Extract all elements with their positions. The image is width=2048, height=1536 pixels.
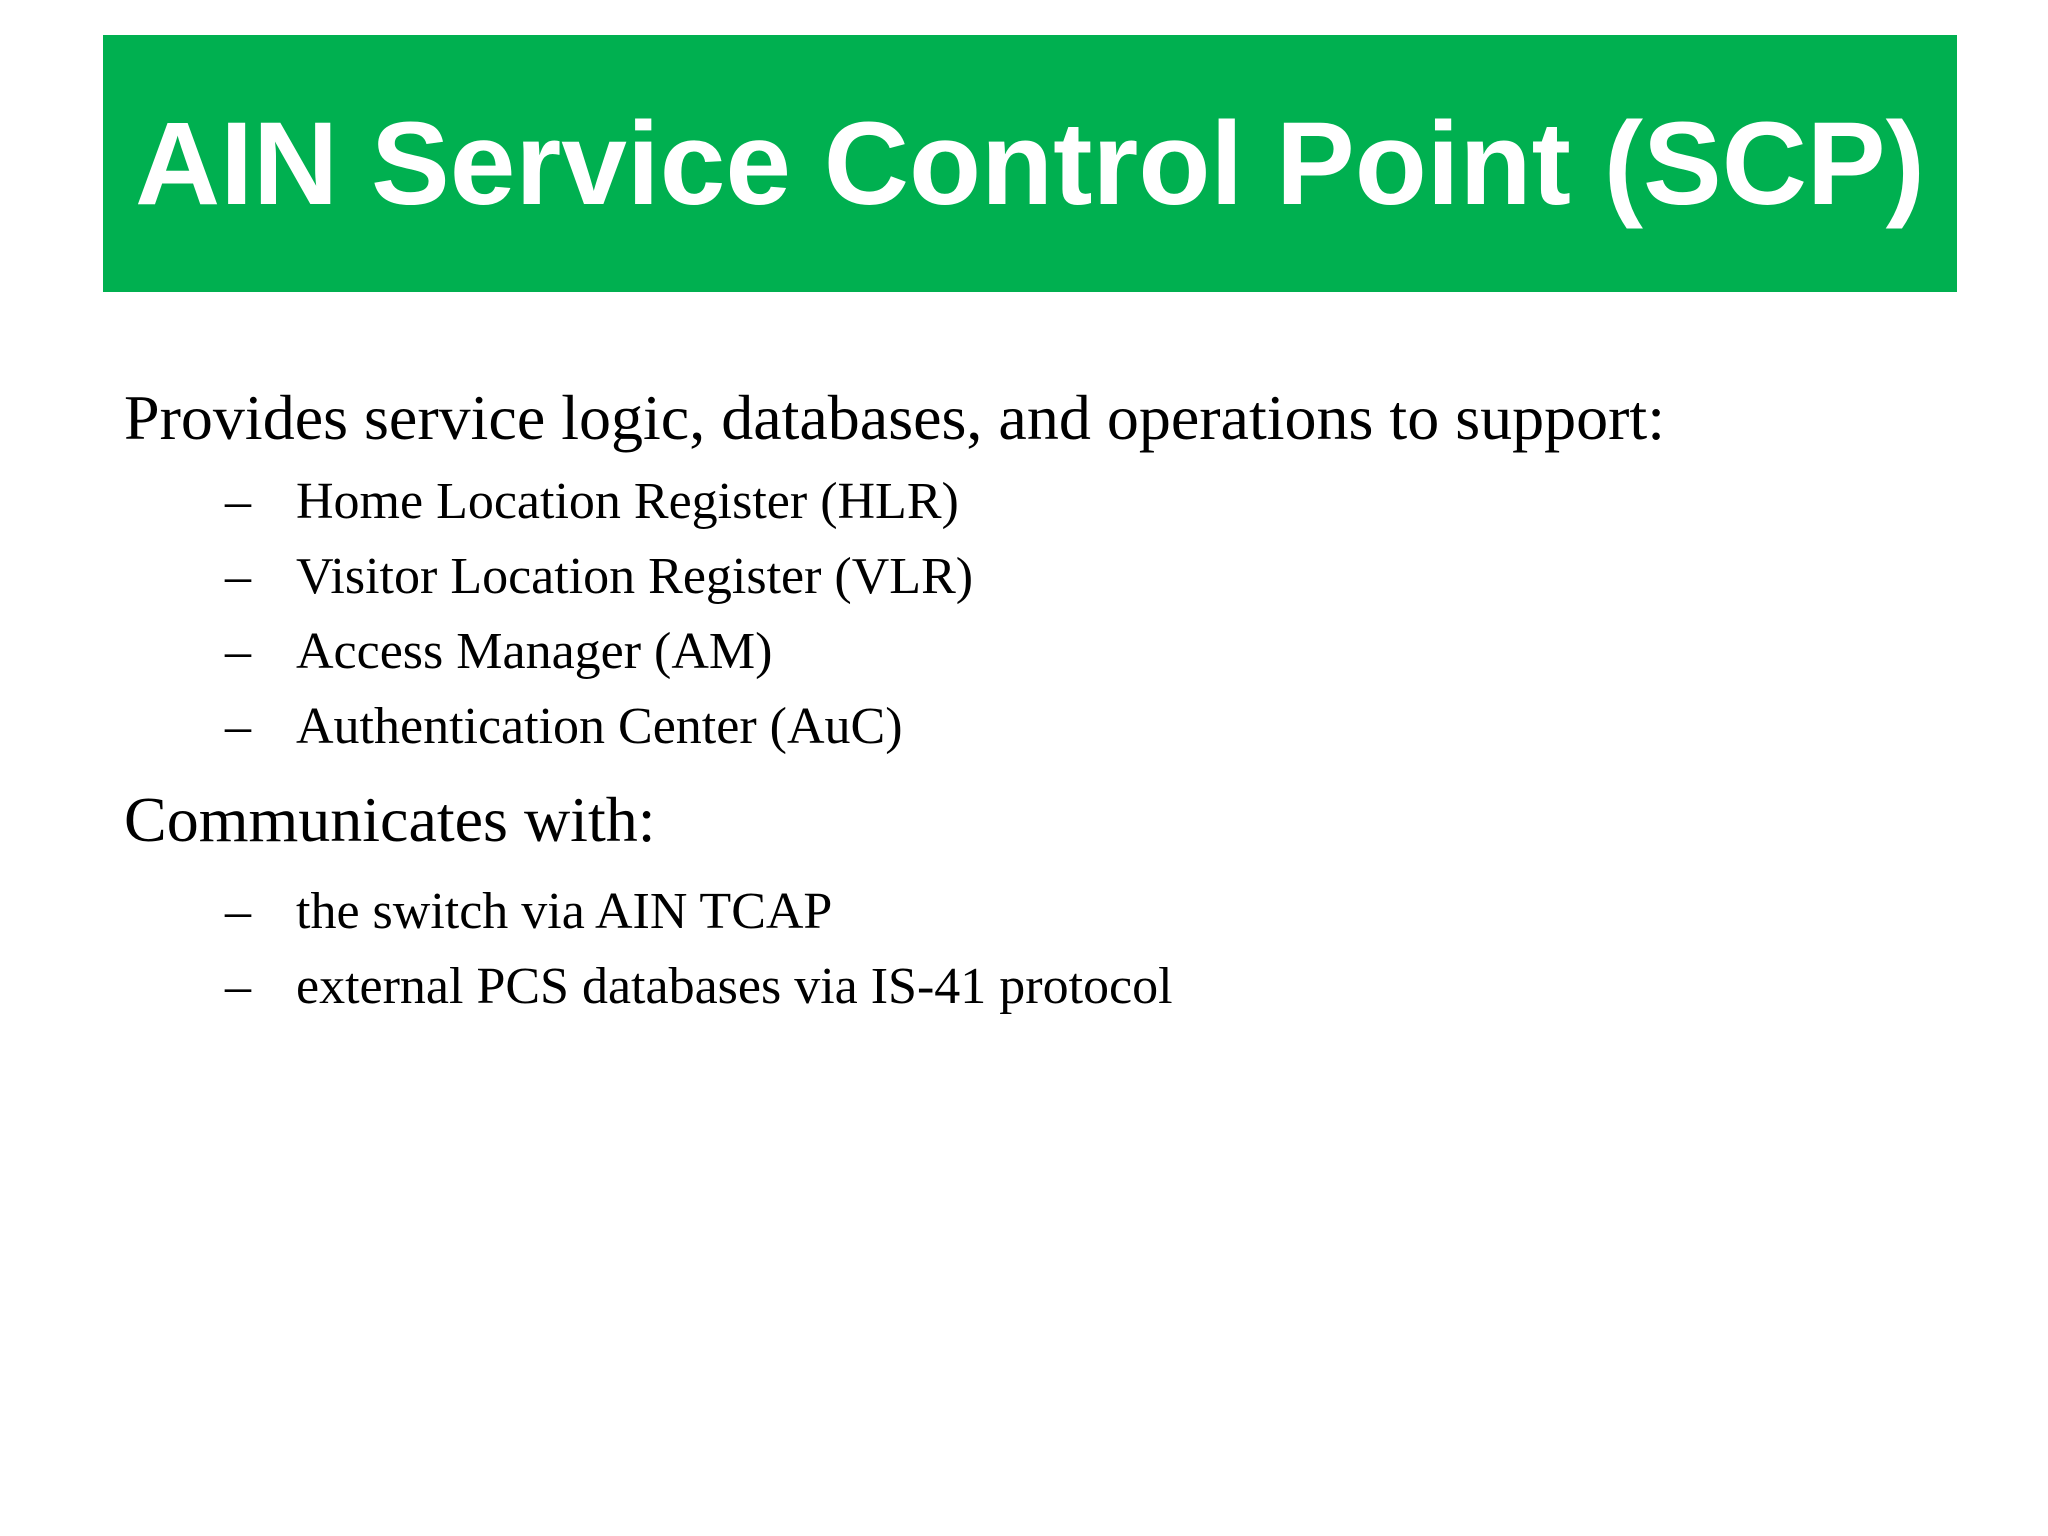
communicates-list <box>124 874 1924 1024</box>
list-item: – external PCS databases via IS-41 protocol <box>225 958 1173 1015</box>
section-heading-provides: Provides service logic, databases, and operations to support: <box>124 382 1665 453</box>
section-heading-communicates: Communicates with: <box>124 784 656 855</box>
list-item: – Access Manager (AM) <box>225 623 773 680</box>
title-bar <box>103 35 1957 292</box>
support-list <box>124 464 1924 764</box>
list-item: – Home Location Register (HLR) <box>225 473 959 530</box>
slide-body <box>124 380 1924 1024</box>
list-item: – the switch via AIN TCAP <box>225 883 833 940</box>
slide-title: AIN Service Control Point (SCP) <box>135 97 1925 230</box>
list-item: – Authentication Center (AuC) <box>225 698 903 755</box>
list-item: – Visitor Location Register (VLR) <box>225 548 974 605</box>
